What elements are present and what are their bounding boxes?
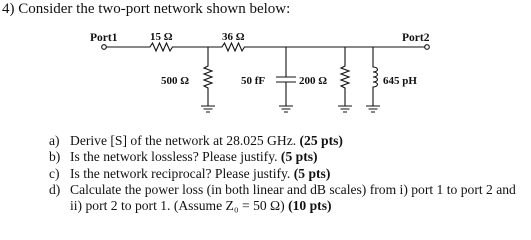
series-r1-label: 15 Ω xyxy=(150,31,173,43)
port2-label: Port2 xyxy=(402,32,430,44)
series-branch-wire xyxy=(106,43,425,51)
question-points: (5 pts) xyxy=(293,165,331,181)
question-points: (5 pts) xyxy=(280,149,318,165)
shunt-inductor-645ph xyxy=(366,47,380,112)
shunt-resistor-200 xyxy=(338,47,352,112)
series-r2-label: 36 Ω xyxy=(222,31,245,43)
port1-label: Port1 xyxy=(90,32,118,44)
question-label: c) xyxy=(49,165,60,181)
question-label: a) xyxy=(49,133,60,148)
question-list xyxy=(49,133,519,214)
shunt-r1-label: 500 Ω xyxy=(161,75,190,87)
question-points: (10 pts) xyxy=(288,198,332,214)
shunt-resistor-500 xyxy=(201,47,215,112)
question-text: Calculate the power loss (in both linear and dB scales) from i) port 1 to port 2 and ii) port 2 to port 1. (Assume Z₀ = 50 Ω) xyxy=(70,181,516,214)
question-d xyxy=(49,182,519,215)
shunt-c-label: 50 fF xyxy=(241,75,266,87)
question-label: d) xyxy=(49,181,61,197)
shunt-r2-label: 200 Ω xyxy=(299,75,328,87)
question-b xyxy=(49,149,519,165)
port1-terminal xyxy=(102,45,107,50)
question-text: Is the network reciprocal? Please justify. xyxy=(70,165,294,181)
question-text: Derive [S] of the network at 28.025 GHz. xyxy=(70,133,300,148)
question-a xyxy=(49,133,519,149)
port2-terminal xyxy=(425,45,430,50)
question-text: Is the network lossless? Please justify. xyxy=(70,149,281,165)
question-points: (25 pts) xyxy=(299,133,343,148)
problem-heading: 4) Consider the two-port network shown below: xyxy=(2,1,291,17)
shunt-capacitor-50ff xyxy=(276,47,296,112)
question-label: b) xyxy=(49,149,61,165)
shunt-l-label: 645 pH xyxy=(383,75,417,87)
question-c xyxy=(49,166,519,182)
